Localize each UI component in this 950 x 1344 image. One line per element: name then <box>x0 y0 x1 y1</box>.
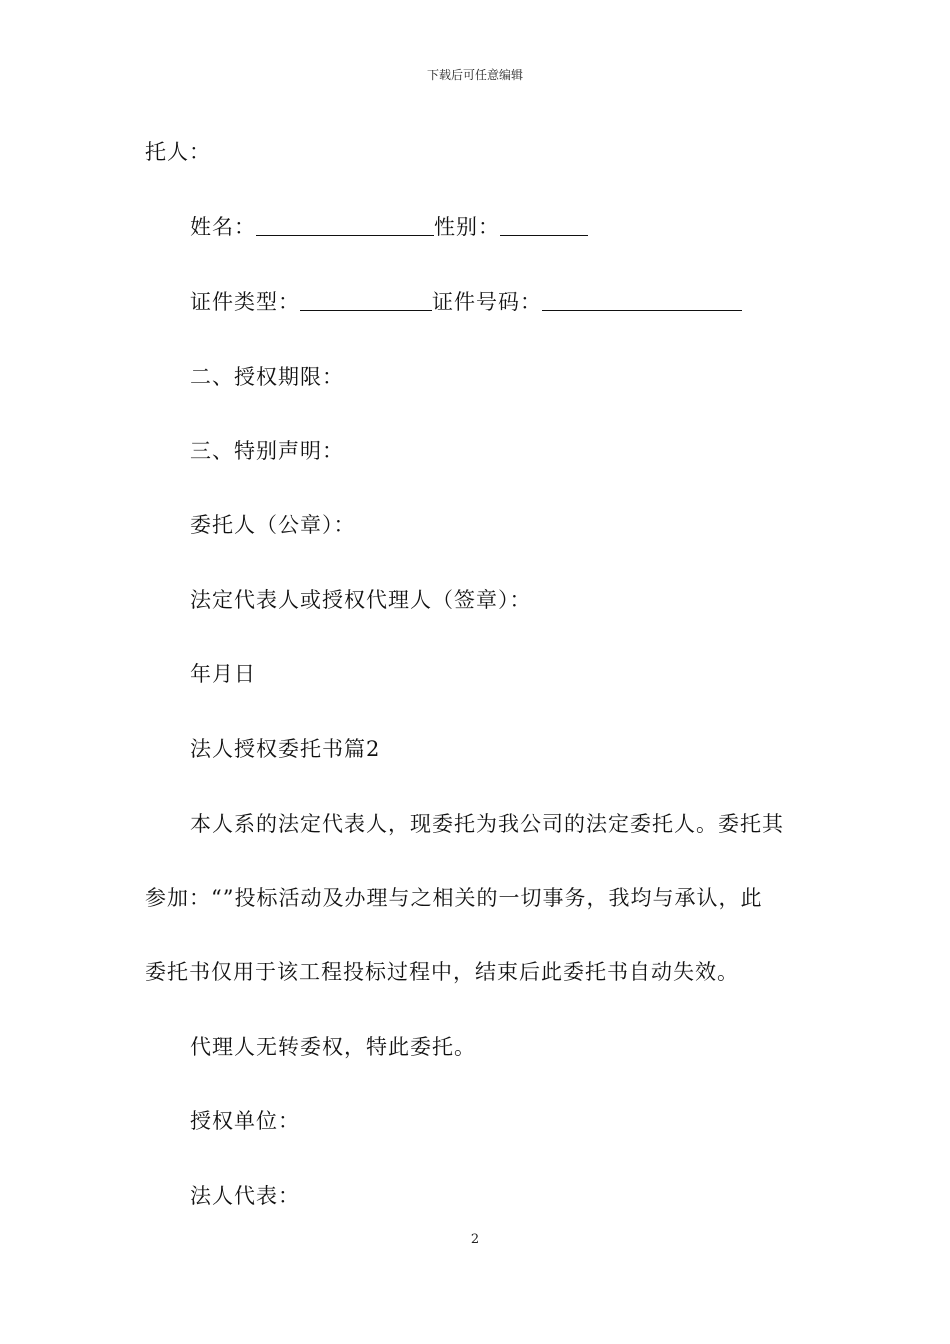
id-type-label: 证件类型： <box>190 290 300 314</box>
name-blank-line <box>256 213 434 236</box>
id-row <box>190 288 742 316</box>
paragraph-line-3: 委托书仅用于该工程投标过程中，结束后此委托书自动失效。 <box>145 960 739 984</box>
principal-heading-tail: 托人： <box>145 140 211 164</box>
legal-rep-sign-line: 法定代表人或授权代理人（签章）： <box>190 588 532 612</box>
paragraph-line-2: 参加：“”投标活动及办理与之相关的一切事务，我均与承认，此 <box>145 886 763 910</box>
principal-seal-line: 委托人（公章）： <box>190 513 356 537</box>
name-gender-row <box>190 213 588 241</box>
id-type-blank-line <box>300 288 432 311</box>
page-number: 2 <box>470 1232 480 1247</box>
section-special-statement: 三、特别声明： <box>190 439 344 463</box>
legal-representative-line: 法人代表： <box>190 1184 300 1208</box>
id-number-label: 证件号码： <box>432 290 542 314</box>
name-label: 姓名： <box>190 215 256 239</box>
id-number-blank-line <box>542 288 742 311</box>
authorizing-unit-line: 授权单位： <box>190 1109 300 1133</box>
paragraph-line-1: 本人系的法定代表人，现委托为我公司的法定委托人。委托其 <box>190 812 784 836</box>
page-header-note: 下载后可任意编辑 <box>426 68 523 82</box>
date-line: 年月日 <box>190 662 256 686</box>
section-authorization-period: 二、授权期限： <box>190 365 344 389</box>
gender-label: 性别： <box>434 215 500 239</box>
gender-blank-line <box>500 213 588 236</box>
article-title: 法人授权委托书篇2 <box>190 737 381 761</box>
no-subdelegation-line: 代理人无转委权，特此委托。 <box>190 1035 476 1059</box>
